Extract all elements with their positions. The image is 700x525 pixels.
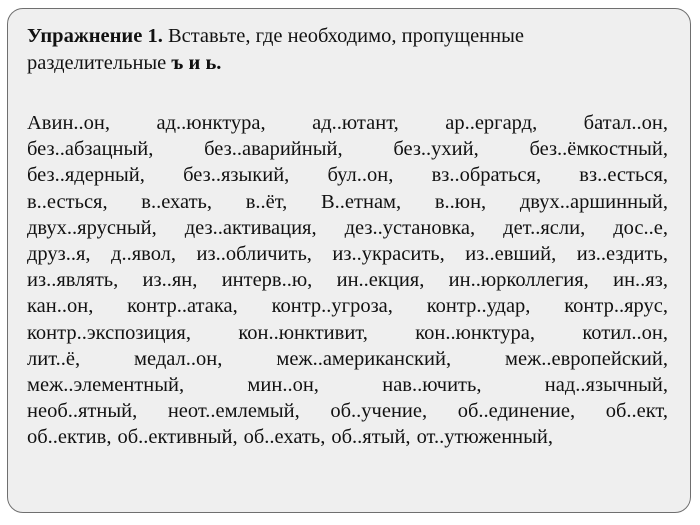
word-item: об..ятый,	[331, 426, 411, 449]
hard-sign: ъ	[171, 52, 184, 74]
word-item: из..ездить,	[576, 242, 668, 265]
word-line	[27, 267, 668, 293]
word-item: меж..элементный,	[27, 373, 185, 396]
word-item: без..аварийный,	[204, 138, 343, 161]
word-item: вз..есться,	[579, 164, 668, 187]
word-item: в..юн,	[434, 190, 487, 213]
word-item: дос..е,	[613, 216, 668, 239]
word-item: двух..ярусный,	[27, 216, 157, 239]
word-item: из..обличить,	[196, 242, 312, 265]
word-item: ад..юнктура,	[156, 112, 266, 134]
word-item: батал..он,	[583, 112, 668, 134]
word-item: лит..ё,	[27, 347, 81, 370]
word-item: об..ектив,	[27, 426, 112, 449]
word-line	[27, 110, 668, 136]
word-item: без..абзацный,	[27, 138, 154, 161]
word-item: кан..он,	[27, 295, 94, 318]
word-line	[27, 346, 668, 372]
word-item: из..ян,	[142, 269, 198, 292]
word-item: об..ективный,	[117, 426, 238, 449]
word-item: об..ект,	[605, 400, 668, 423]
word-item: без..языкий,	[183, 164, 290, 187]
exercise-heading	[27, 23, 667, 77]
word-line	[27, 136, 668, 162]
heading-line-2	[27, 50, 667, 77]
word-item: об..единение,	[457, 400, 576, 423]
heading-line-1	[27, 23, 667, 50]
word-line	[27, 372, 668, 398]
word-item: мин..он,	[247, 373, 319, 396]
word-item: друз..я,	[27, 242, 91, 265]
soft-sign: ь	[205, 52, 217, 74]
word-item: д..явол,	[111, 242, 177, 265]
word-item: В..етнам,	[321, 190, 402, 213]
word-item: дет..ясли,	[503, 216, 586, 239]
word-item: ад..ютант,	[312, 112, 399, 134]
word-line	[27, 241, 668, 267]
word-item: котил..он,	[582, 321, 668, 344]
instruction-text: Вставьте, где необходимо, пропущенные	[167, 25, 524, 47]
word-item: контр..атака,	[127, 295, 238, 318]
conjunction: и	[183, 52, 206, 74]
instruction-text-2: разделительные	[27, 52, 172, 74]
word-item: над..язычный,	[544, 373, 668, 396]
word-list	[27, 110, 668, 450]
word-item: ин..екция,	[336, 269, 425, 292]
exercise-label: Упражнение 1.	[27, 25, 163, 47]
word-item: необ..ятный,	[27, 400, 138, 423]
word-item: интерв..ю,	[221, 269, 313, 292]
word-item: из..евший,	[465, 242, 557, 265]
word-item: без..ёмкостный,	[529, 138, 668, 161]
word-item: меж..европейский,	[505, 347, 668, 370]
word-line	[27, 162, 668, 188]
word-item: кон..юнктивит,	[238, 321, 368, 344]
word-item: без..ядерный,	[27, 164, 145, 187]
word-item: двух..аршинный,	[519, 190, 668, 213]
word-item: дез..установка,	[344, 216, 476, 239]
word-item: ин..юрколлегия,	[448, 269, 589, 292]
word-item: медал..он,	[134, 347, 223, 370]
word-item: нав..ючить,	[382, 373, 482, 396]
word-item: контр..угроза,	[271, 295, 393, 318]
word-item: без..ухий,	[393, 138, 479, 161]
word-item: бул..он,	[327, 164, 394, 187]
word-line	[27, 398, 668, 424]
word-line	[27, 293, 668, 319]
end-period: .	[216, 52, 222, 74]
word-item: в..ёт,	[245, 190, 288, 213]
word-item: об..учение,	[330, 400, 428, 423]
word-item: неот..емлемый,	[167, 400, 300, 423]
word-line	[27, 424, 668, 450]
word-item: Авин..он,	[27, 112, 111, 134]
word-line	[27, 320, 668, 346]
word-item: из..являть,	[27, 269, 119, 292]
word-line	[27, 189, 668, 215]
word-item: из..украсить,	[332, 242, 445, 265]
word-item: контр..удар,	[426, 295, 531, 318]
word-item: кон..юнктура,	[415, 321, 535, 344]
word-item: от..утюженный,	[416, 426, 554, 449]
word-item: дез..активация,	[184, 216, 317, 239]
word-item: в..ехать,	[141, 190, 213, 213]
word-item: контр..экспозиция,	[27, 321, 191, 344]
word-item: меж..американский,	[276, 347, 452, 370]
word-item: ар..ергард,	[445, 112, 538, 134]
word-item: вз..обраться,	[431, 164, 542, 187]
word-item: об..ехать,	[243, 426, 326, 449]
word-item: ин..яз,	[613, 269, 668, 292]
word-line	[27, 215, 668, 241]
word-item: контр..ярус,	[564, 295, 668, 318]
word-item: в..есться,	[27, 190, 108, 213]
